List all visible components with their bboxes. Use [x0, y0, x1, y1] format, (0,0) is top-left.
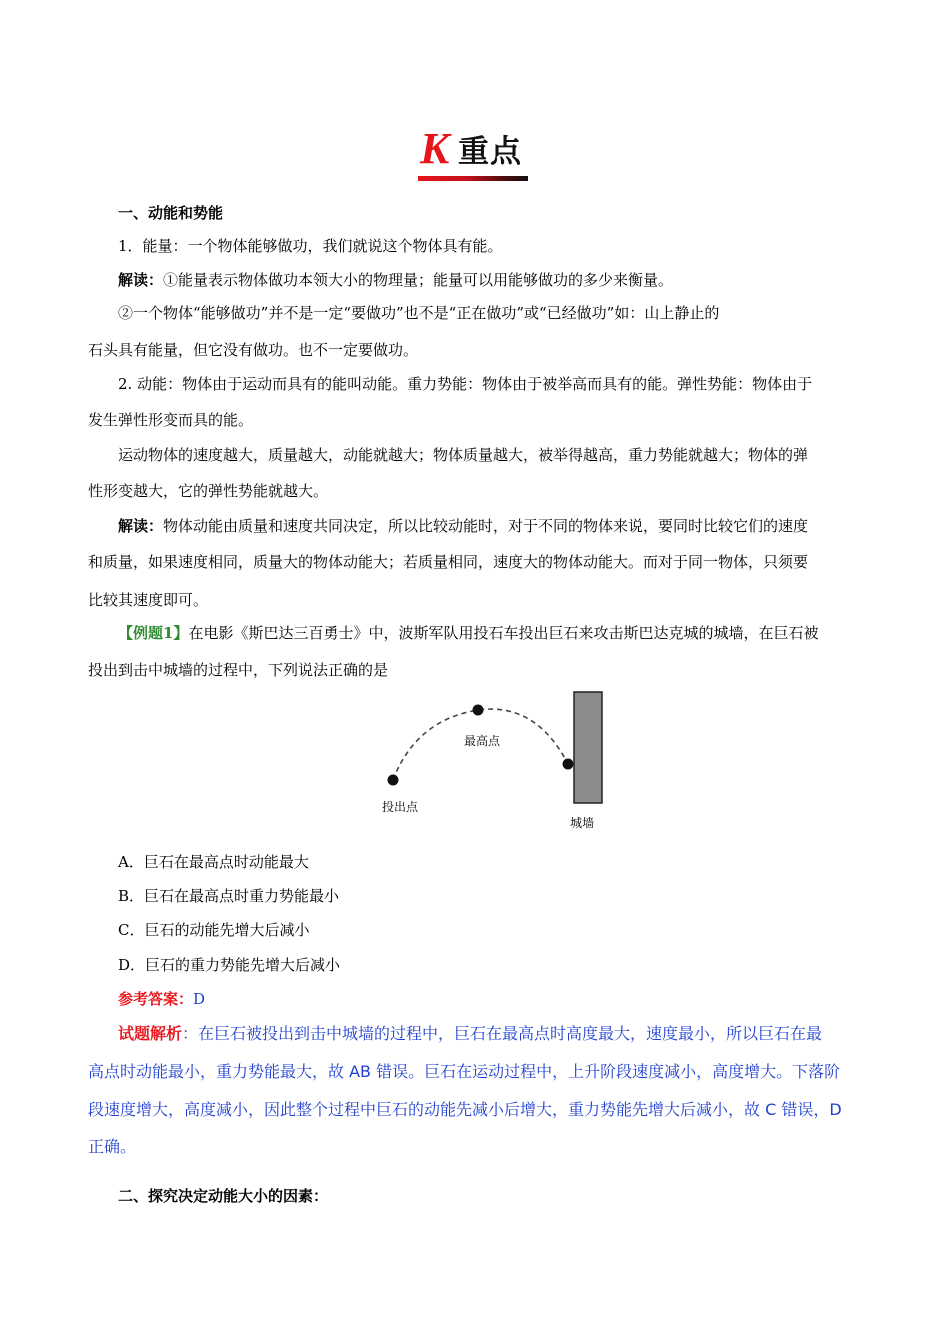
- paragraph-2-line-2: 石头具有能量，但它没有做功。也不一定要做功。: [88, 341, 419, 359]
- interpretation-colon: ：: [148, 271, 164, 289]
- option-d: D．巨石的重力势能先增大后减小: [118, 956, 341, 974]
- interpretation-1-text: ①能量表示物体做功本领大小的物理量；能量可以用能够做功的多少来衡量。: [163, 271, 674, 289]
- paragraph-interpretation-2-line-3: 比较其速度即可。: [88, 591, 209, 609]
- analysis-line-1: [118, 1024, 822, 1044]
- title-text: 重点: [458, 134, 522, 170]
- paragraph-4-line-2: 性形变越大，它的弹性势能就越大。: [88, 482, 329, 500]
- answer-label: 参考答案：: [118, 990, 194, 1008]
- interpretation-label: 解读: [118, 271, 149, 289]
- option-b: B．巨石在最高点时重力势能最小: [118, 887, 340, 905]
- interpretation-2-text: 物体动能由质量和速度共同决定，所以比较动能时，对于不同的物体来说，要同时比较它们的速度: [163, 517, 809, 535]
- label-wall: 城墙: [570, 816, 595, 830]
- paragraph-interpretation-2-line-1: [118, 516, 808, 536]
- title-underline: [418, 176, 528, 181]
- example-question-line-2: 投出到击中城墙的过程中，下列说法正确的是: [88, 661, 389, 679]
- interpretation-2-label: 解读: [118, 517, 149, 535]
- example-label: 【例题1】: [118, 624, 189, 642]
- paragraph-interpretation-2-line-2: 和质量，如果速度相同，质量大的物体动能大；若质量相同，速度大的物体动能大。而对于同一物体，只须要: [88, 553, 809, 571]
- wall-shape: [574, 692, 602, 803]
- paragraph-4-line-1: 运动物体的速度越大，质量越大，动能就越大；物体质量越大，被举得越高，重力势能就越大；物体的弹: [118, 446, 809, 464]
- analysis-text: ：在巨石被投出到击中城墙的过程中，巨石在最高点时高度最大，速度最小，所以巨石在最: [182, 1024, 823, 1043]
- reference-answer: [118, 989, 205, 1009]
- paragraph-energy-definition: 1．能量：一个物体能够做功，我们就说这个物体具有能。: [118, 237, 503, 255]
- paragraph-3-line-2: 发生弹性形变而具的能。: [88, 411, 254, 429]
- option-c: C．巨石的动能先增大后减小: [118, 921, 310, 939]
- interpretation-2-colon: ：: [148, 517, 164, 535]
- analysis-line-2: 高点时动能最小，重力势能最大，故 AB 错误。巨石在运动过程中，上升阶段速度减小，高度增大。下落阶: [88, 1062, 841, 1081]
- label-launch-point: 投出点: [382, 800, 419, 814]
- paragraph-2-line-1: ②一个物体“能够做功”并不是一定“要做功”也不是“正在做功”或“已经做功”如：山上静止的: [118, 304, 720, 322]
- analysis-line-4: 正确。: [88, 1137, 137, 1156]
- option-a: A．巨石在最高点时动能最大: [118, 853, 309, 871]
- analysis-line-3: 段速度增大，高度减小，因此整个过程中巨石的动能先减小后增大，重力势能先增大后减小，故 C 错误，D: [88, 1100, 842, 1119]
- paragraph-3-line-1: 2. 动能：物体由于运动而具有的能叫动能。重力势能：物体由于被举高而具有的能。弹性势能：物体由于: [118, 375, 813, 393]
- analysis-label: 试题解析: [118, 1024, 183, 1043]
- example-question-text: 在电影《斯巴达三百勇士》中，波斯军队用投石车投出巨石来攻击斯巴达克城的城墙，在巨石被: [188, 624, 819, 642]
- title-logo-letter: K: [420, 124, 450, 173]
- launch-point-marker: [388, 775, 399, 786]
- page-title: [418, 126, 530, 184]
- paragraph-interpretation-1: [118, 270, 673, 290]
- example-question-line-1: [118, 623, 818, 643]
- section-heading-energy: 一、动能和势能: [118, 204, 224, 222]
- label-highest-point: 最高点: [464, 734, 501, 748]
- impact-point-marker: [563, 759, 574, 770]
- answer-value: D: [193, 990, 206, 1008]
- trajectory-diagram: [376, 688, 616, 836]
- highest-point-marker: [473, 705, 484, 716]
- section-heading-factors: 二、探究决定动能大小的因素：: [118, 1187, 329, 1205]
